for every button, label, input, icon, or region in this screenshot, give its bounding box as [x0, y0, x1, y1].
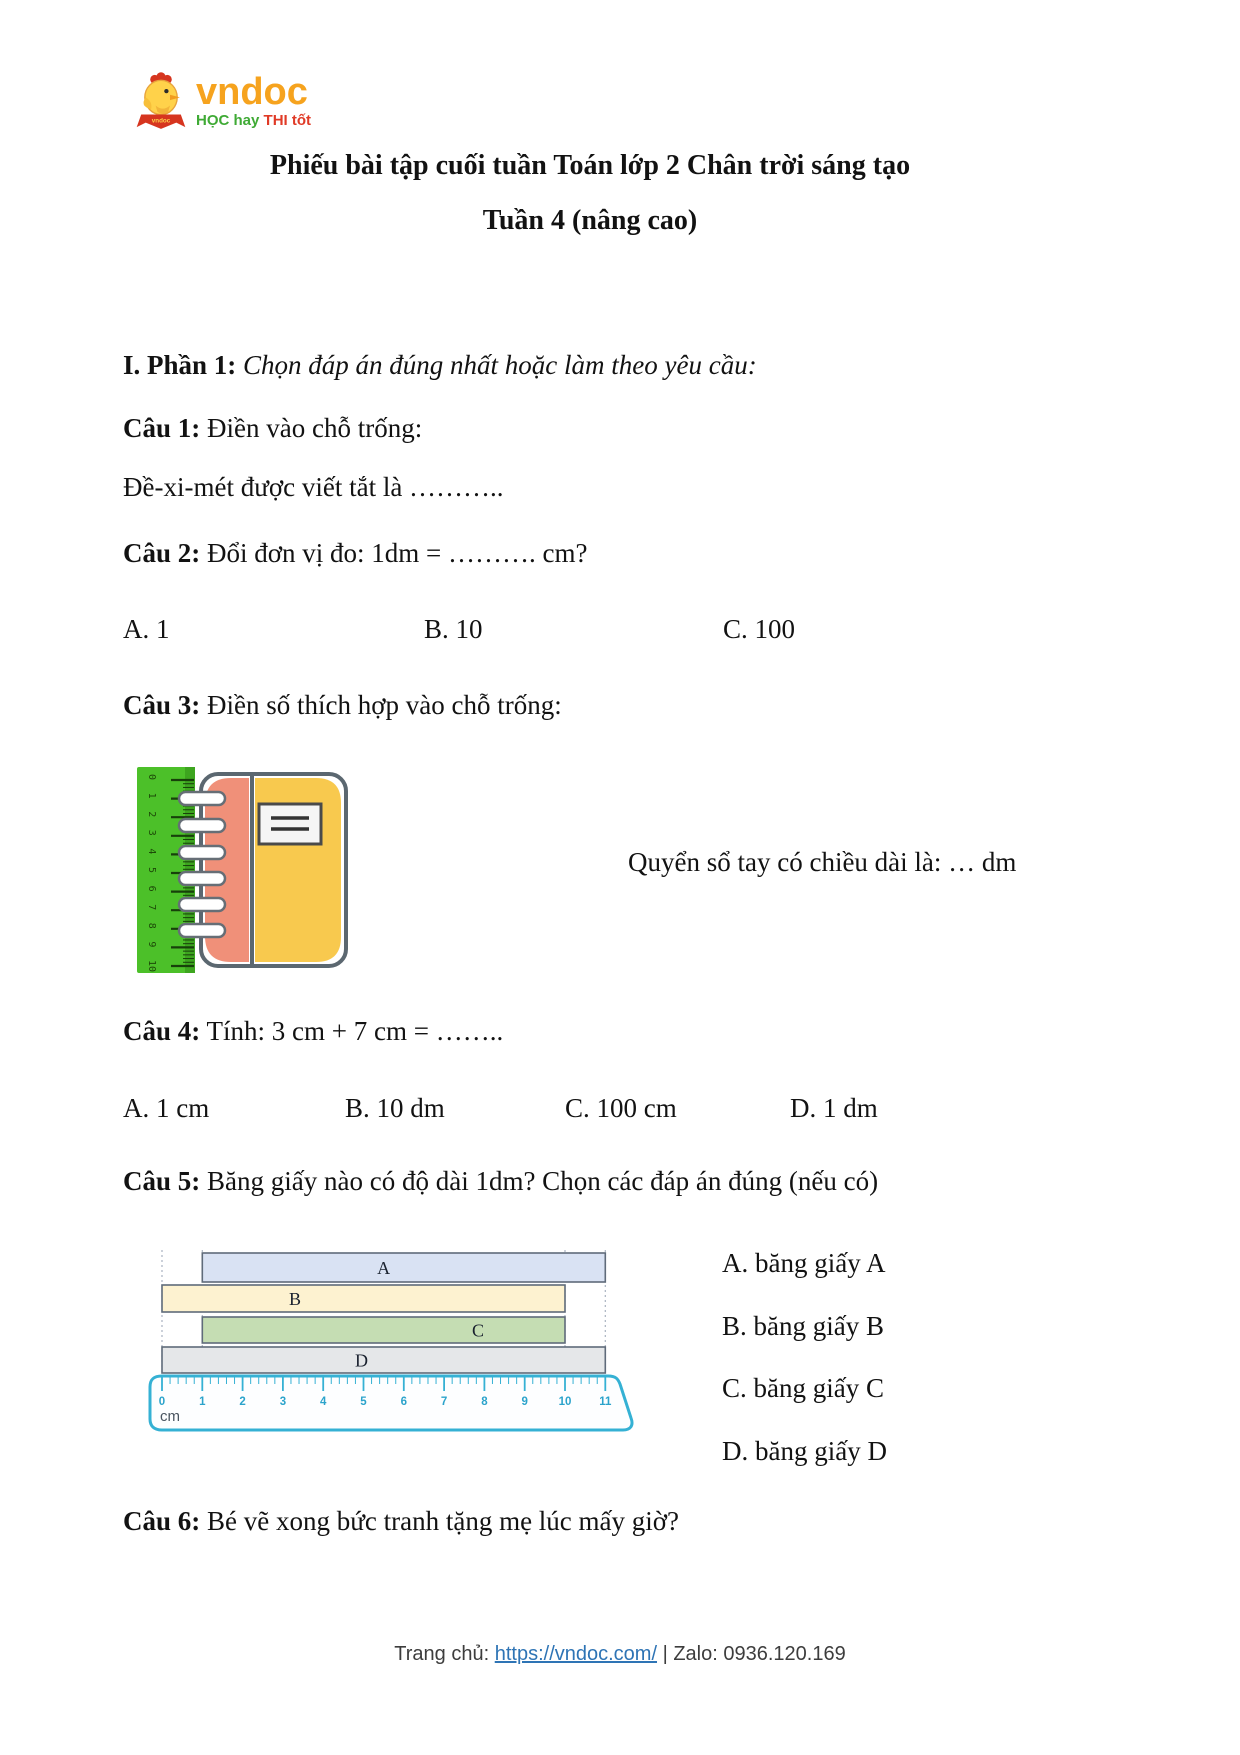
banner-text: vndoc	[151, 117, 171, 125]
q6-text: Bé vẽ xong bức tranh tặng mẹ lúc mấy giờ?	[207, 1506, 680, 1536]
strip-label: B	[288, 1289, 301, 1309]
green-ruler-number: 2	[146, 811, 157, 818]
question-1	[123, 413, 422, 444]
green-ruler-number: 7	[146, 904, 157, 911]
notebook-icon	[179, 774, 346, 966]
green-ruler-number: 1	[146, 792, 157, 799]
ruler-number: 4	[319, 1396, 327, 1408]
ruler-number: 0	[158, 1396, 166, 1408]
vndoc-logo	[134, 68, 311, 134]
page-title: Phiếu bài tập cuối tuần Toán lớp 2 Chân trời sáng tạo	[269, 150, 911, 181]
section1-heading	[123, 350, 757, 381]
green-ruler-number: 0	[146, 774, 157, 781]
page-subtitle: Tuần 4 (nâng cao)	[482, 205, 698, 236]
paper-strip-a	[202, 1253, 605, 1282]
ruler-number: 9	[521, 1396, 528, 1408]
question-2	[123, 538, 588, 569]
tagline-green: HỌC hay	[196, 111, 260, 129]
q4-option-d: D. 1 dm	[790, 1093, 878, 1123]
homepage-link[interactable]: https://vndoc.com/	[494, 1643, 658, 1665]
q2-text: Đổi đơn vị đo: 1dm = ………. cm?	[207, 538, 588, 568]
q1-label: Câu 1:	[123, 413, 201, 443]
q2-label: Câu 2:	[123, 538, 201, 568]
ruler-number: 3	[279, 1396, 287, 1408]
q5-option-b: B. băng giấy B	[722, 1311, 884, 1341]
paper-strip-b	[162, 1285, 565, 1312]
ruler-number: 7	[440, 1396, 448, 1408]
cover-label	[259, 804, 321, 844]
green-ruler-number: 5	[146, 867, 157, 874]
green-ruler-number: 8	[146, 922, 157, 929]
ruler-number: 6	[400, 1396, 408, 1408]
green-ruler-number: 3	[146, 829, 157, 836]
q3-figure-image	[135, 764, 350, 976]
paper-strips	[162, 1253, 605, 1373]
logo-tagline	[196, 112, 311, 129]
q1-text: Điền vào chỗ trống:	[207, 413, 423, 443]
q1-fill-line: Đề-xi-mét được viết tắt là ………..	[123, 472, 504, 502]
q5-text: Băng giấy nào có độ dài 1dm? Chọn các đáp án đúng (nếu có)	[207, 1166, 879, 1196]
brand-name: vndoc	[196, 70, 308, 113]
strip-label: C	[471, 1320, 484, 1341]
ruler-number: 11	[599, 1396, 612, 1408]
q2-option-a: A. 1	[123, 614, 170, 644]
question-5	[123, 1166, 878, 1197]
ruler-number: 8	[481, 1396, 488, 1408]
chicken-mascot-icon	[134, 68, 188, 134]
section1-instruction: Chọn đáp án đúng nhất hoặc làm theo yêu cầu:	[243, 350, 757, 380]
footer-prefix: Trang chủ:	[394, 1643, 490, 1665]
page-footer	[0, 1643, 1240, 1666]
q5-option-c: C. băng giấy C	[722, 1373, 884, 1403]
tagline-red: THI tốt	[263, 111, 312, 129]
q5-option-a: A. băng giấy A	[722, 1248, 886, 1278]
q5-option-d: D. băng giấy D	[722, 1436, 887, 1466]
logo-wordmark	[196, 70, 312, 129]
q4-option-c: C. 100 cm	[565, 1093, 677, 1123]
paper-strip-c	[202, 1317, 565, 1343]
green-ruler-number: 10	[146, 960, 157, 973]
q3-caption: Quyển sổ tay có chiều dài là: … dm	[628, 847, 1017, 877]
ruler-number: 1	[199, 1396, 206, 1408]
question-4	[123, 1016, 503, 1047]
question-3	[123, 690, 562, 721]
q2-option-c: C. 100	[723, 614, 796, 644]
strip-label: A	[377, 1258, 391, 1278]
paper-strip-d	[162, 1347, 605, 1373]
green-ruler-number: 9	[146, 941, 157, 948]
ruler-number: 2	[239, 1396, 246, 1408]
question-6	[123, 1506, 679, 1537]
q4-option-b: B. 10 dm	[345, 1093, 445, 1123]
q6-label: Câu 6:	[123, 1506, 201, 1536]
q5-figure-image	[140, 1242, 645, 1437]
q4-label: Câu 4:	[123, 1016, 201, 1046]
q3-text: Điền số thích hợp vào chỗ trống:	[207, 690, 562, 720]
section1-label: I. Phần 1:	[123, 350, 237, 380]
q5-label: Câu 5:	[123, 1166, 201, 1196]
q4-option-a: A. 1 cm	[123, 1093, 210, 1123]
q3-label: Câu 3:	[123, 690, 201, 720]
footer-zalo: Zalo: 0936.120.169	[673, 1643, 846, 1665]
ruler-number: 10	[558, 1396, 572, 1408]
q2-option-b: B. 10	[424, 614, 483, 644]
green-ruler-number: 6	[146, 885, 157, 892]
ruler-number: 5	[360, 1396, 367, 1408]
q4-text: Tính: 3 cm + 7 cm = ……..	[206, 1016, 504, 1046]
footer-separator: |	[662, 1643, 668, 1665]
strip-label: D	[354, 1350, 368, 1371]
green-ruler-number: 4	[146, 848, 157, 855]
ruler-unit-label: cm	[160, 1408, 180, 1425]
